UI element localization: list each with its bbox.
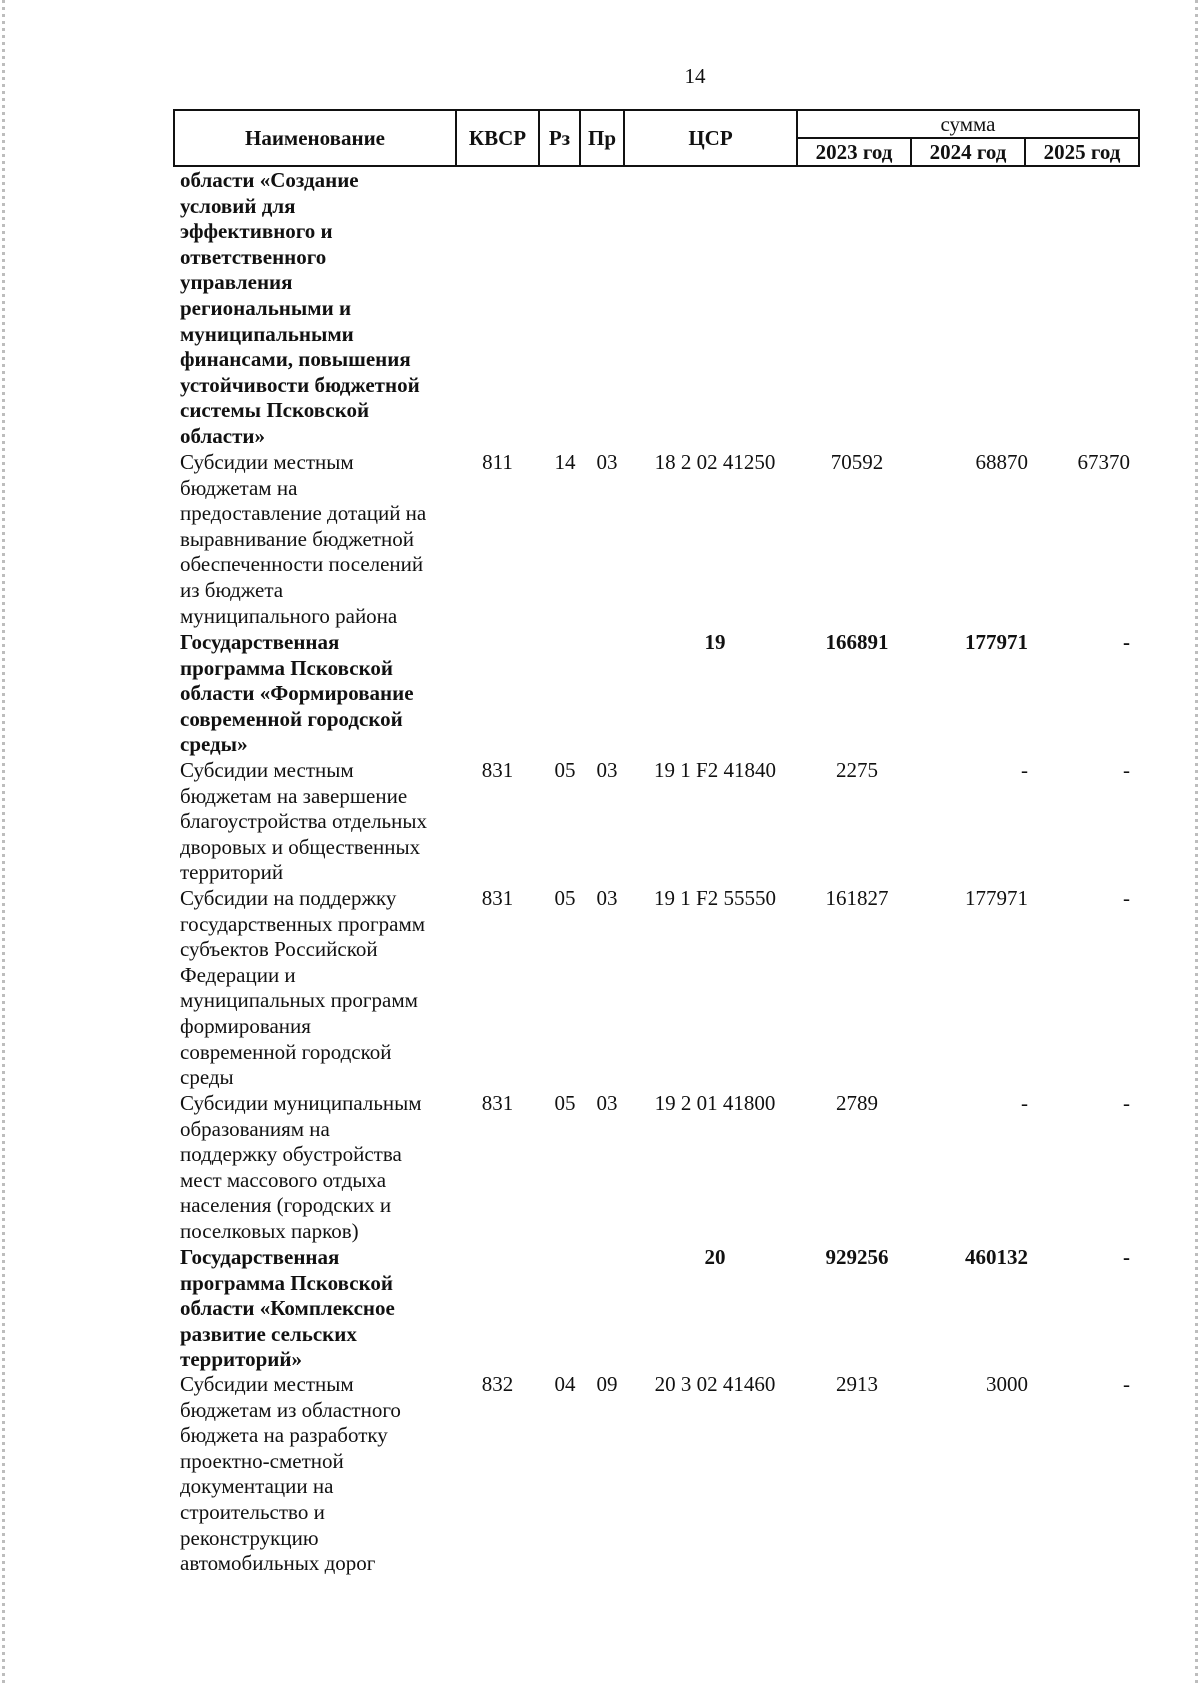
row-sum-2024: 460132: [965, 1245, 1028, 1269]
row-name: Субсидии на поддержку государственных программ субъектов Российской Федерации и муниципальных программ формирования современной городской среды: [180, 886, 426, 1090]
row-kvsr: 831: [481, 886, 514, 910]
row-rz: 05: [554, 758, 576, 782]
row-sum-2023: 2789: [836, 1091, 878, 1115]
header-kvsr: КВСР: [456, 110, 539, 166]
row-sum-2025: -: [1123, 886, 1130, 910]
row-sum-2024: 177971: [965, 630, 1028, 654]
row-sum-2024: -: [1021, 1091, 1028, 1115]
header-year-2025: 2025 год: [1025, 138, 1139, 166]
row-name: Государственная программа Псковской области «Формирование современной городской среды»: [180, 630, 414, 757]
header-rz: Рз: [539, 110, 580, 166]
row-csr: 20 3 02 41460: [654, 1372, 776, 1396]
row-name: Субсидии местным бюджетам на предоставление дотаций на выравнивание бюджетной обеспеченности поселений из бюджета муниципального района: [180, 450, 427, 628]
row-sum-2024: 177971: [965, 886, 1028, 910]
row-csr: 18 2 02 41250: [654, 450, 776, 474]
row-sum-2023: 70592: [830, 450, 884, 474]
row-csr: 19: [704, 630, 726, 654]
row-name: Субсидии муниципальным образованиям на поддержку обустройства мест массового отдыха населения (городских и поселковых парков): [180, 1091, 422, 1243]
row-kvsr: 831: [481, 1091, 514, 1115]
row-sum-2023: 2913: [836, 1372, 878, 1396]
scan-edge-left: [2, 0, 5, 1686]
row-sum-2023: 166891: [825, 630, 889, 654]
row-name: области «Создание условий для эффективного и ответственного управления региональными и муниципальными финансами, повышения устойчивости бюджетной системы Псковской области»: [180, 168, 420, 448]
row-sum-2025: 67370: [1077, 450, 1130, 474]
row-sum-2025: -: [1123, 1372, 1130, 1396]
row-pr: 03: [596, 1091, 618, 1115]
row-rz: 05: [554, 1091, 576, 1115]
row-sum-2025: -: [1123, 1245, 1130, 1269]
header-summa: сумма: [797, 110, 1139, 138]
row-sum-2025: -: [1123, 1091, 1130, 1115]
row-pr: 09: [596, 1372, 618, 1396]
row-sum-2025: -: [1123, 758, 1130, 782]
row-csr: 19 2 01 41800: [654, 1091, 776, 1115]
row-sum-2023: 929256: [825, 1245, 889, 1269]
header-name: Наименование: [174, 110, 456, 166]
row-pr: 03: [596, 450, 618, 474]
row-name: Субсидии местным бюджетам на завершение благоустройства отдельных дворовых и общественных территорий: [180, 758, 427, 885]
header-csr: ЦСР: [624, 110, 797, 166]
scan-edge-right: [1195, 0, 1198, 1686]
row-sum-2024: -: [1021, 758, 1028, 782]
row-name: Субсидии местным бюджетам из областного бюджета на разработку проектно-сметной документации на строительство и реконструкцию автомобильных дорог: [180, 1372, 401, 1576]
row-csr: 19 1 F2 41840: [654, 758, 776, 782]
header-year-2023: 2023 год: [797, 138, 911, 166]
row-rz: 14: [554, 450, 576, 474]
row-rz: 05: [554, 886, 576, 910]
row-sum-2024: 3000: [986, 1372, 1028, 1396]
row-kvsr: 831: [481, 758, 514, 782]
row-kvsr: 832: [481, 1372, 514, 1396]
page-number: 14: [684, 64, 706, 88]
row-pr: 03: [596, 886, 618, 910]
row-kvsr: 811: [482, 450, 513, 474]
row-sum-2025: -: [1123, 630, 1130, 654]
row-name: Государственная программа Псковской области «Комплексное развитие сельских территорий»: [180, 1245, 395, 1372]
row-pr: 03: [596, 758, 618, 782]
table-header: [173, 109, 1140, 167]
row-sum-2023: 161827: [825, 886, 889, 910]
row-sum-2023: 2275: [836, 758, 878, 782]
row-rz: 04: [554, 1372, 576, 1396]
row-csr: 20: [704, 1245, 726, 1269]
header-year-2024: 2024 год: [911, 138, 1025, 166]
row-sum-2024: 68870: [975, 450, 1028, 474]
header-pr: Пр: [580, 110, 624, 166]
row-csr: 19 1 F2 55550: [654, 886, 776, 910]
